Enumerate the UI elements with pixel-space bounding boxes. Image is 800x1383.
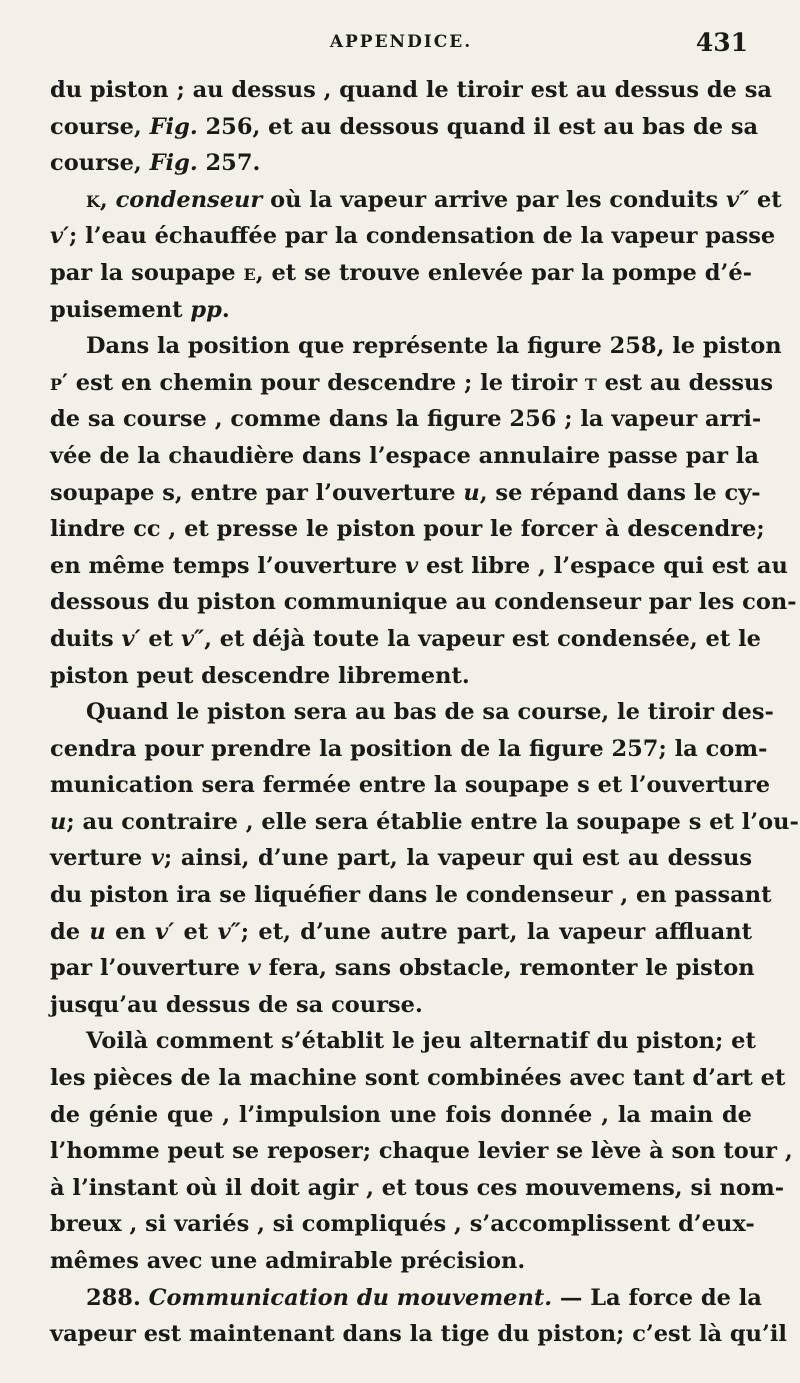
running-head	[50, 28, 752, 72]
text-line: vapeur est maintenant dans la tige du piston; c’est là qu’il	[50, 1321, 787, 1348]
text-line: du piston ; au dessus , quand le tiroir est au dessus de sa	[50, 77, 772, 103]
text-line: par l’ouverture v fera, sans obstacle, remonter le piston	[50, 955, 755, 982]
text-line: dessous du piston communique au condenseur par les con-	[50, 589, 797, 616]
text-line: du piston ira se liquéfier dans le condenseur , en passant	[50, 882, 772, 909]
text-line: jusqu’au dessus de sa course.	[50, 991, 423, 1018]
text-line: course, Fig. 257.	[50, 150, 261, 177]
text-line: les pièces de la machine sont combinées avec tant d’art et	[50, 1065, 786, 1092]
text-line: verture v; ainsi, d’une part, la vapeur qui est au dessus	[50, 845, 753, 872]
text-line: Dans la position que représente la figure 258, le piston	[86, 333, 782, 360]
text-line: lindre cc , et presse le piston pour le forcer à descendre;	[50, 516, 765, 543]
text-line: course, Fig. 256, et au dessous quand il est au bas de sa	[50, 113, 759, 140]
text-line: à l’instant où il doit agir , et tous ces mouvemens, si nom-	[50, 1174, 785, 1201]
text-line: p′ est en chemin pour descendre ; le tiroir t est au dessus	[50, 369, 774, 396]
text-line: munication sera fermée entre la soupape s et l’ouverture	[50, 772, 771, 799]
text-line: 288. Communication du mouvement. — La force de la	[86, 1284, 762, 1311]
running-title: APPENDICE.	[329, 32, 473, 52]
text-line: breux , si variés , si compliqués , s’accomplissent d’eux-	[50, 1211, 755, 1238]
page-number: 431	[695, 28, 748, 57]
text-line: de u en v′ et v″; et, d’une autre part, la vapeur affluant	[50, 918, 752, 945]
text-line: piston peut descendre librement.	[50, 662, 470, 689]
text-line: de sa course , comme dans la figure 256 ; la vapeur arri-	[50, 406, 762, 433]
text-line: l’homme peut se reposer; chaque levier se lève à son tour ,	[50, 1138, 793, 1165]
text-line: par la soupape e, et se trouve enlevée par la pompe d’é-	[50, 259, 752, 286]
body-text	[50, 72, 799, 1353]
text-line: mêmes avec une admirable précision.	[50, 1248, 526, 1274]
text-line: u; au contraire , elle sera établie entre la soupape s et l’ou-	[50, 808, 799, 835]
text-line: cendra pour prendre la position de la figure 257; la com-	[50, 735, 768, 762]
text-line: vée de la chaudière dans l’espace annulaire passe par la	[50, 442, 759, 469]
text-line: en même temps l’ouverture v est libre , l’espace qui est au	[50, 552, 788, 579]
text-line: soupape s, entre par l’ouverture u, se répand dans le cy-	[50, 479, 761, 506]
text-line: Quand le piston sera au bas de sa course, le tiroir des-	[86, 699, 774, 726]
text-line: Voilà comment s’établit le jeu alternatif du piston; et	[86, 1028, 756, 1055]
text-line: v′; l’eau échauffée par la condensation de la vapeur passe	[50, 223, 776, 250]
text-line: puisement pp.	[50, 296, 230, 323]
text-line: k, condenseur où la vapeur arrive par les conduits v″ et	[86, 186, 782, 213]
text-line: duits v′ et v″, et déjà toute la vapeur est condensée, et le	[50, 625, 761, 652]
text-line: de génie que , l’impulsion une fois donnée , la main de	[50, 1101, 752, 1128]
